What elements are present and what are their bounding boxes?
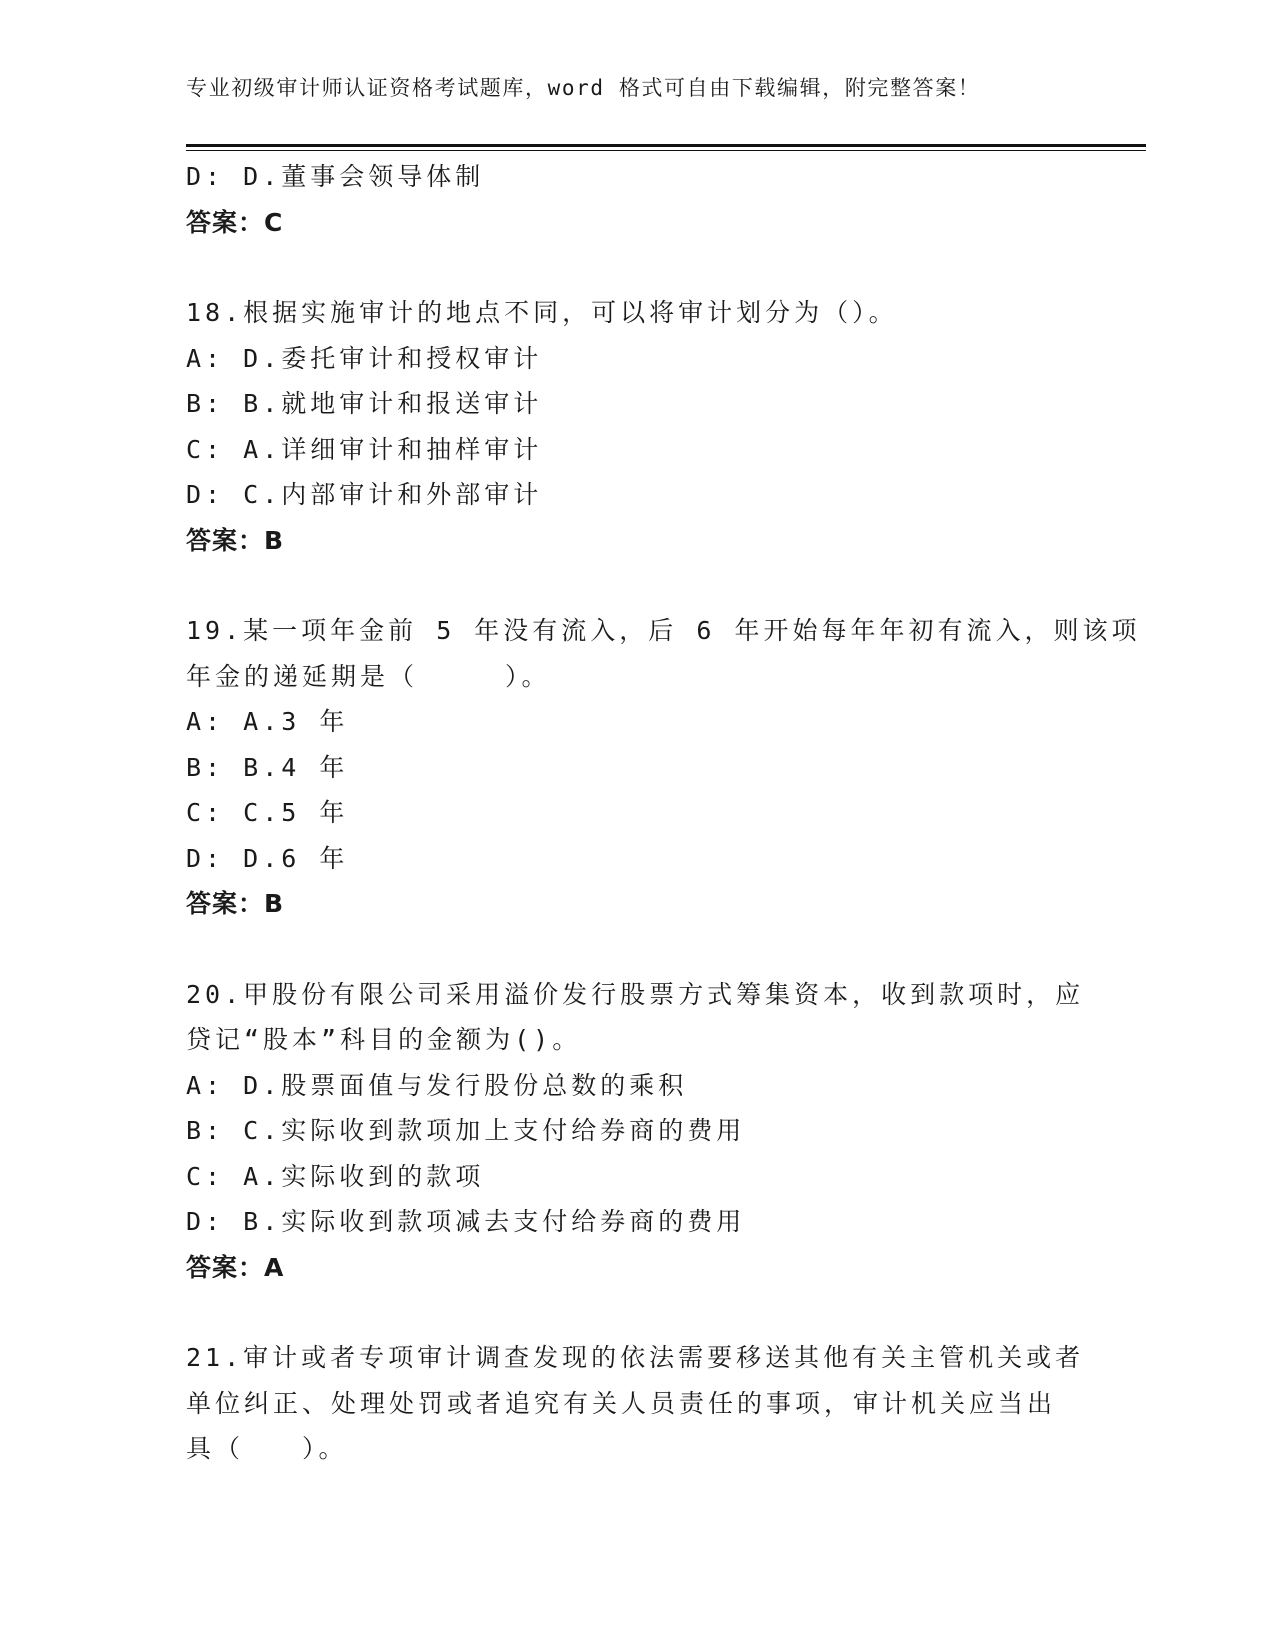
question-stem: 年金的递延期是（ ）。 <box>186 661 551 691</box>
option-c: C: A.详细审计和抽样审计 <box>186 434 543 464</box>
option-b: B: B.4 年 <box>186 752 349 782</box>
question-stem: 19.某一项年金前 5 年没有流入，后 6 年开始每年年初有流入，则该项 <box>186 616 1141 645</box>
question-18 <box>186 290 1086 563</box>
option-c: C: A.实际收到的款项 <box>186 1161 485 1191</box>
question-stem: 单位纠正、处理处罚或者追究有关人员责任的事项，审计机关应当出 <box>186 1388 1057 1418</box>
option-b: B: B.就地审计和报送审计 <box>186 389 543 418</box>
answer: 答案：A <box>186 1252 285 1282</box>
question-stem: 贷记“股本”科目的金额为()。 <box>186 1025 582 1054</box>
question-21 <box>186 1335 1086 1472</box>
question-stem: 具（ ）。 <box>186 1434 348 1463</box>
answer: 答案：B <box>186 889 285 918</box>
option-d: D: D.6 年 <box>186 843 349 873</box>
question-stem: 21.审计或者专项审计调查发现的依法需要移送其他有关主管机关或者 <box>186 1343 1085 1372</box>
option-d: D: B.实际收到款项减去支付给券商的费用 <box>186 1207 746 1236</box>
option-b: B: C.实际收到款项加上支付给券商的费用 <box>186 1116 746 1145</box>
option-a: A: A.3 年 <box>186 707 349 736</box>
question-19 <box>186 608 1141 927</box>
option-d: D: C.内部审计和外部审计 <box>186 480 543 509</box>
header-rule-thin <box>186 150 1146 151</box>
answer: 答案：B <box>186 525 285 555</box>
page-header: 专业初级审计师认证资格考试题库，word 格式可自由下载编辑，附完整答案！ <box>186 76 981 100</box>
answer: 答案：C <box>186 207 284 237</box>
question-list <box>186 154 1141 1472</box>
question-20 <box>186 972 1086 1291</box>
header-rule-thick <box>186 144 1146 147</box>
option-c: C: C.5 年 <box>186 798 349 827</box>
question-stem: 20.甲股份有限公司采用溢价发行股票方式筹集资本，收到款项时，应 <box>186 979 1085 1009</box>
option-a: A: D.委托审计和授权审计 <box>186 343 543 373</box>
option-a: A: D.股票面值与发行股份总数的乘积 <box>186 1070 688 1100</box>
option-d: D: D.董事会领导体制 <box>186 162 485 191</box>
question-stem: 18.根据实施审计的地点不同，可以将审计划分为（）。 <box>186 298 898 327</box>
